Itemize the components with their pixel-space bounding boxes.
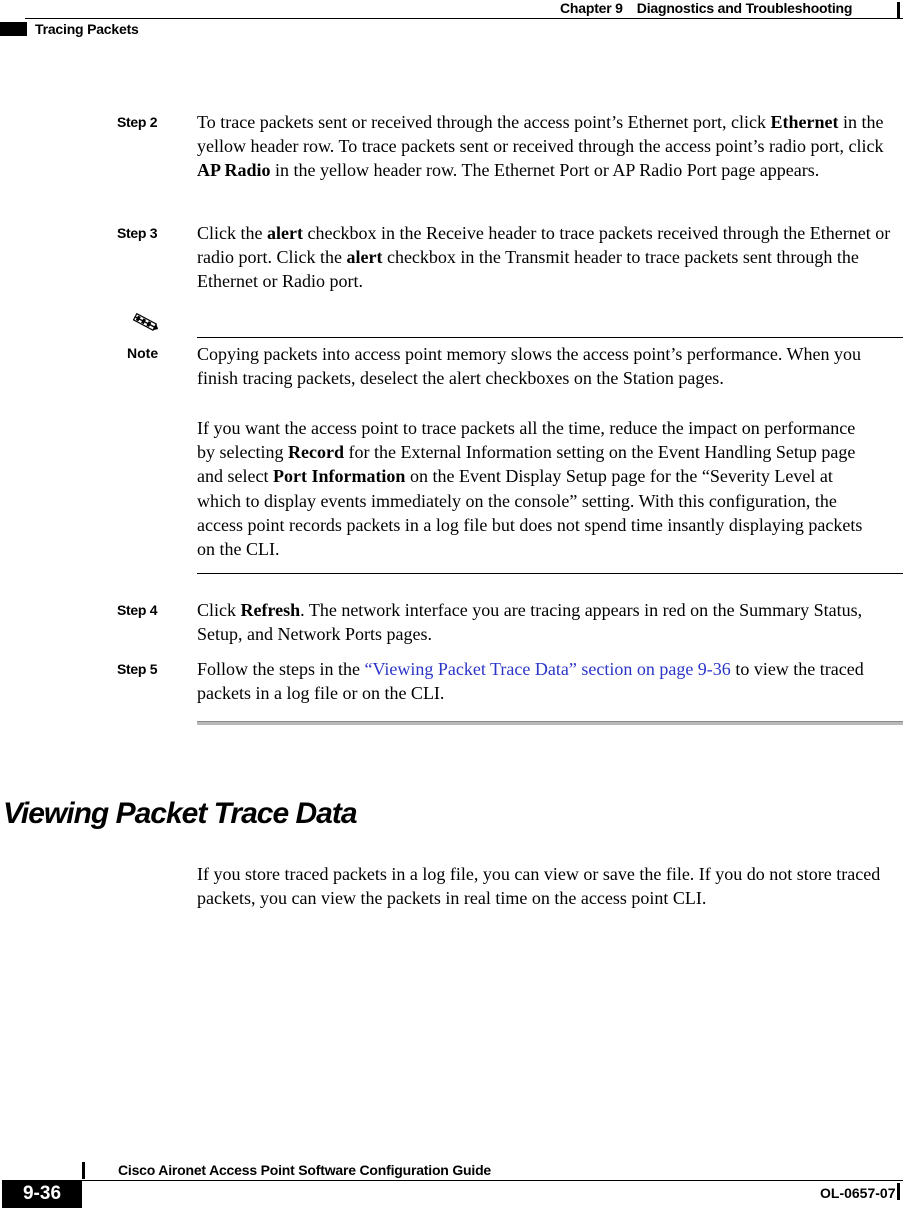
text-run: checkbox in the Transmit header to trace packets sent through the Ethernet or Radio port. (197, 247, 859, 292)
text-run: Click (197, 600, 241, 620)
text-run: Click the (197, 223, 267, 243)
document-number: OL-0657-07 (820, 1185, 896, 1201)
cross-reference-link[interactable]: “Viewing Packet Trace Data” section on page 9-36 (364, 659, 731, 679)
step-3-label: Step 3 (117, 225, 158, 241)
step-4-text (197, 598, 902, 646)
text-run: for the External Information setting on the Event Handling Setup page and select (197, 442, 856, 487)
bold-term: AP Radio (197, 160, 271, 181)
header-rule (25, 18, 903, 19)
footer-bar (897, 1183, 900, 1200)
step-4-label: Step 4 (117, 602, 158, 618)
running-header-section: Tracing Packets (35, 21, 139, 37)
procedure-end-rule (197, 721, 903, 725)
section-body: If you store traced packets in a log file, you can view or save the file. If you do not store traced packets, you can view the packets in real time on the access point CLI. (197, 864, 881, 909)
pencil-icon (131, 311, 161, 333)
note-paragraph-1: Copying packets into access point memory slows the access point’s performance. When you finish tracing packets, deselect the alert checkboxes on the Station pages. (197, 344, 862, 389)
step-5-text (197, 657, 902, 705)
bold-term: Port Information (272, 466, 406, 487)
footer-rule (82, 1180, 903, 1181)
text-run: to view the traced packets in a log file or on the CLI. (197, 659, 864, 704)
chapter-title: Diagnostics and Troubleshooting (636, 0, 853, 16)
text-run: on the Event Display Setup page for the “Severity Level at which to display events immediately on the console” setting. With this configuration, the access point records packets in a log file but does not spend time insantly displaying packets on the CLI. (197, 466, 863, 560)
step-5-label: Step 5 (117, 661, 158, 677)
footer-guide-title: Cisco Aironet Access Point Software Configuration Guide (118, 1162, 492, 1178)
text-run: To trace packets sent or received through the access point’s Ethernet port, click (197, 112, 771, 132)
footer-tick (82, 1162, 85, 1179)
page-number: 9-36 (2, 1180, 82, 1208)
step-2-label: Step 2 (117, 114, 158, 130)
text-run: in the yellow header row. The Ethernet Port or AP Radio Port page appears. (270, 160, 820, 181)
running-header-chapter (560, 0, 852, 16)
text-run: If you want the access point to trace packets all the time, reduce the impact on performance by selecting (197, 418, 856, 463)
text-run: Follow the steps in the (197, 659, 365, 679)
section-heading: Viewing Packet Trace Data (3, 797, 357, 830)
text-run: . The network interface you are tracing appears in red on the Summary Status, Setup, and Network Ports pages. (197, 600, 863, 645)
bold-term: Ethernet (770, 112, 839, 132)
text-run: checkbox in the Receive header to trace packets received through the Ethernet or radio port. Click the (197, 223, 891, 268)
bold-term: alert (346, 247, 383, 268)
bold-term: alert (267, 223, 303, 243)
text-run: in the yellow header row. To trace packets sent or received through the access point’s radio port, click (197, 112, 884, 157)
bold-term: Record (287, 442, 344, 463)
note-top-rule (197, 337, 903, 338)
chapter-number: Chapter 9 (560, 0, 623, 16)
note-paragraph-2 (197, 416, 877, 561)
step-3-text (197, 221, 902, 294)
step-2-text (197, 110, 902, 183)
note-bottom-rule (197, 573, 903, 574)
header-bar (897, 2, 900, 19)
bold-term: Refresh (240, 600, 301, 620)
header-block (0, 22, 27, 36)
note-label: Note (127, 345, 159, 361)
